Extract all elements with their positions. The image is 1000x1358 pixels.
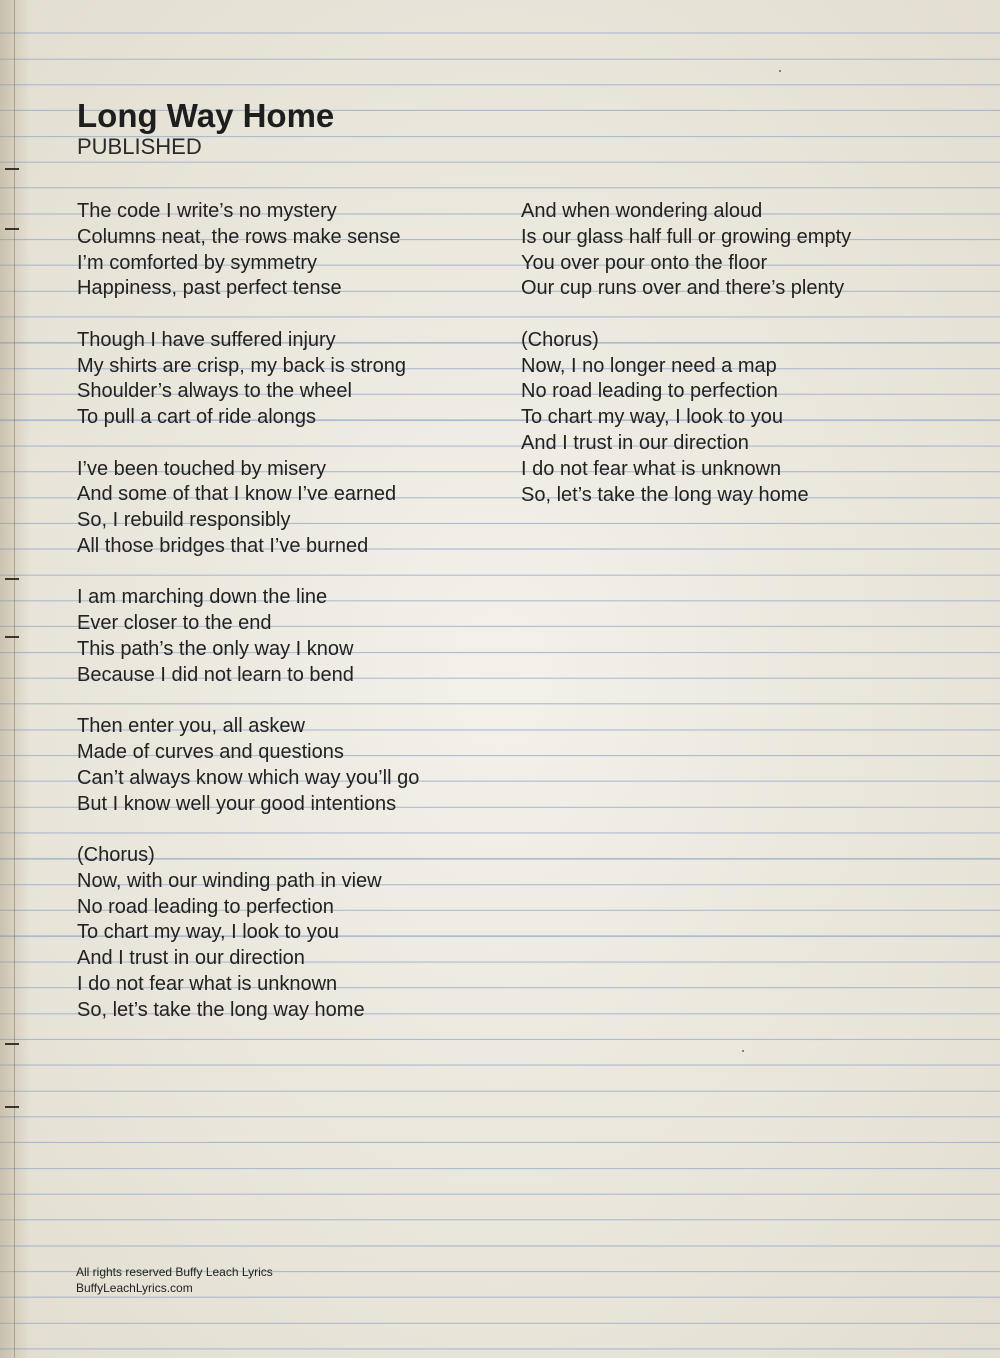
lyric-line: To chart my way, I look to you — [521, 406, 783, 429]
lyric-line: Is our glass half full or growing empty — [521, 225, 852, 248]
lyric-line: Because I did not learn to bend — [77, 663, 354, 686]
lyric-line: And I trust in our direction — [521, 431, 749, 454]
lyric-line: But I know well your good intentions — [77, 792, 397, 815]
lyric-line: Columns neat, the rows make sense — [77, 225, 401, 248]
lyric-line: Though I have suffered injury — [77, 328, 336, 351]
binding-mark — [5, 636, 19, 638]
stanza — [77, 328, 507, 431]
binding-mark — [5, 578, 19, 580]
lyric-line: And when wondering aloud — [521, 200, 763, 222]
lyric-line: Ever closer to the end — [77, 612, 272, 635]
lyric-line: My shirts are crisp, my back is strong — [77, 354, 406, 377]
binding-mark — [5, 1106, 19, 1108]
lyric-line: To chart my way, I look to you — [77, 921, 339, 944]
footer — [76, 1264, 273, 1296]
website-link: BuffyLeachLyrics.com — [76, 1281, 193, 1295]
paper-edge — [0, 0, 30, 1358]
lyric-line: And some of that I know I’ve earned — [77, 483, 397, 506]
lyric-line: So, I rebuild responsibly — [77, 509, 291, 532]
lyric-line: I do not fear what is unknown — [77, 972, 338, 995]
margin-line — [14, 0, 15, 1358]
lyric-line: No road leading to perfection — [521, 380, 778, 403]
song-header — [77, 96, 334, 161]
lyric-line: Happiness, past perfect tense — [77, 277, 342, 300]
lyric-line: So, let’s take the long way home — [521, 483, 809, 506]
lyric-line: I do not fear what is unknown — [521, 457, 782, 480]
paper-speck — [742, 1050, 744, 1052]
stanza — [77, 199, 507, 302]
stanza — [521, 199, 961, 302]
binding-mark — [5, 168, 19, 170]
lyric-line: (Chorus) — [77, 843, 155, 866]
lyric-line: No road leading to perfection — [77, 895, 334, 918]
lyric-line: Then enter you, all askew — [77, 715, 305, 738]
lyric-line: I’m comforted by symmetry — [77, 251, 318, 274]
lyric-line: I’ve been touched by misery — [77, 457, 327, 480]
lyric-line: You over pour onto the floor — [521, 251, 768, 274]
stanza — [77, 457, 507, 560]
lyrics-left-column — [77, 199, 507, 1049]
lyric-line: Shoulder’s always to the wheel — [77, 380, 352, 403]
lyric-line: All those bridges that I’ve burned — [77, 534, 369, 557]
lyrics-right-column — [521, 199, 961, 534]
lyric-line: Now, with our winding path in view — [77, 869, 382, 892]
lyric-line: To pull a cart of ride alongs — [77, 406, 317, 429]
lyric-line: Made of curves and questions — [77, 740, 344, 763]
lyric-line: Now, I no longer need a map — [521, 354, 777, 377]
stanza — [521, 328, 961, 509]
song-title: Long Way Home — [77, 97, 335, 134]
lyric-line: Our cup runs over and there’s plenty — [521, 277, 845, 300]
stanza — [77, 714, 507, 817]
status-label: PUBLISHED — [77, 134, 202, 159]
lyric-line: (Chorus) — [521, 328, 599, 351]
binding-mark — [5, 228, 19, 230]
binding-mark — [5, 1043, 19, 1045]
paper-speck — [779, 70, 781, 72]
lyric-line: Can’t always know which way you’ll go — [77, 766, 420, 789]
stanza — [77, 843, 507, 1024]
lyric-line: I am marching down the line — [77, 586, 328, 609]
lyric-line: So, let’s take the long way home — [77, 998, 365, 1021]
lyric-line: And I trust in our direction — [77, 947, 305, 970]
lyric-line: The code I write’s no mystery — [77, 200, 337, 222]
stanza — [77, 585, 507, 688]
lyric-line: This path’s the only way I know — [77, 637, 354, 660]
copyright-notice: All rights reserved Buffy Leach Lyrics — [76, 1265, 273, 1279]
